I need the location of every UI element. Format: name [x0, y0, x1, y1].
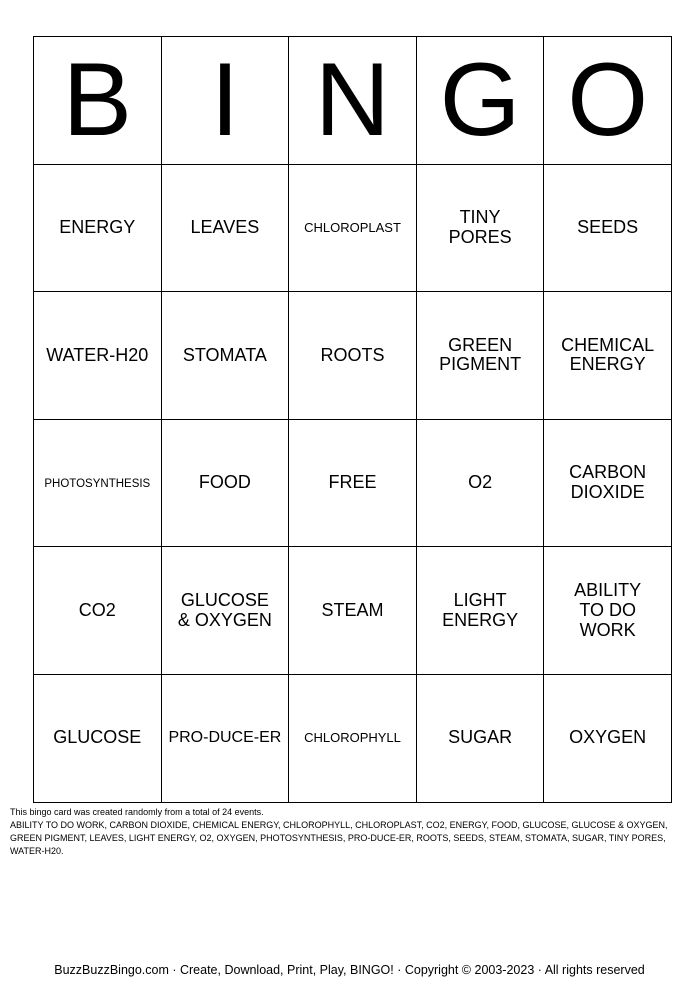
card-cell	[289, 164, 417, 292]
card-cell	[416, 419, 544, 547]
cell-label: GLUCOSE	[53, 727, 142, 748]
cell-label: CHLOROPHYLL	[304, 730, 401, 746]
cell-label: CARBON DIOXIDE	[569, 462, 647, 503]
card-cell	[34, 164, 162, 292]
cell-label: ABILITY TO DO WORK	[574, 579, 642, 640]
cell-label: OXYGEN	[569, 727, 647, 748]
free-space	[289, 419, 417, 547]
cell-label: CO2	[78, 599, 116, 620]
card-cell	[34, 674, 162, 802]
cell-label: GREEN PIGMENT	[439, 334, 522, 375]
card-cell	[544, 292, 672, 420]
card-cell	[34, 419, 162, 547]
card-cell	[544, 164, 672, 292]
cell-label: ENERGY	[59, 216, 136, 237]
cell-label: CHLOROPLAST	[304, 220, 401, 236]
card-cell	[289, 292, 417, 420]
header-letter-i: I	[161, 37, 289, 165]
card-cell	[161, 164, 289, 292]
card-cell	[161, 674, 289, 802]
cell-label: O2	[468, 472, 493, 493]
cell-label: CHEMICAL ENERGY	[561, 334, 655, 375]
card-note	[10, 806, 690, 858]
cell-label: FOOD	[198, 472, 251, 493]
card-cell	[34, 547, 162, 675]
header-row	[34, 37, 672, 165]
card-row-4	[34, 547, 672, 675]
card-cell	[416, 674, 544, 802]
card-cell	[544, 419, 672, 547]
cell-label: LEAVES	[190, 216, 260, 237]
cell-label: ROOTS	[320, 344, 385, 365]
cell-label: SEEDS	[577, 216, 639, 237]
card-cell	[161, 547, 289, 675]
card-cell	[161, 419, 289, 547]
card-row-2	[34, 292, 672, 420]
header-letter-o: O	[544, 37, 672, 165]
card-cell	[416, 547, 544, 675]
cell-label: SUGAR	[448, 727, 513, 748]
card-cell	[544, 674, 672, 802]
bingo-card	[33, 36, 672, 803]
cell-label: LIGHT ENERGY	[442, 589, 519, 630]
card-cell	[416, 164, 544, 292]
card-row-5	[34, 674, 672, 802]
cell-label: TINY PORES	[448, 207, 512, 247]
header-letter-n: N	[289, 37, 417, 165]
note-event-list: ABILITY TO DO WORK, CARBON DIOXIDE, CHEMICAL ENERGY, CHLOROPHYLL, CHLOROPLAST, CO2, ENERGY, FOOD, GLUCOSE, GLUCOSE & OXYGEN, GREEN PIGMENT, LEAVES, LIGHT ENERGY, O2, OXYGEN, PHOTOSYNTHESIS, PRO-DUCE-ER, ROOTS, SEEDS, STEAM, STOMATA, SUGAR, TINY PORES, WATER-H20.	[10, 820, 668, 857]
card-row-1	[34, 164, 672, 292]
card-cell	[544, 547, 672, 675]
note-summary: This bingo card was created randomly from a total of 24 events.	[10, 807, 264, 817]
card-cell	[161, 292, 289, 420]
card-cell	[289, 547, 417, 675]
cell-label: FREE	[328, 472, 377, 493]
card-cell	[416, 292, 544, 420]
header-letter-g: G	[416, 37, 544, 165]
card-cell	[34, 292, 162, 420]
cell-label: STEAM	[321, 599, 384, 620]
cell-label: PHOTOSYNTHESIS	[44, 478, 151, 491]
cell-label: GLUCOSE & OXYGEN	[177, 589, 272, 630]
card-row-3	[34, 419, 672, 547]
cell-label: WATER-H20	[46, 344, 149, 365]
cell-label: PRO-DUCE-ER	[168, 729, 282, 747]
page-footer: BuzzBuzzBingo.com · Create, Download, Print, Play, BINGO! · Copyright © 2003-2023 · All rights reserved	[54, 963, 645, 977]
cell-label: STOMATA	[182, 344, 267, 365]
card-cell	[289, 674, 417, 802]
header-letter-b: B	[34, 37, 162, 165]
